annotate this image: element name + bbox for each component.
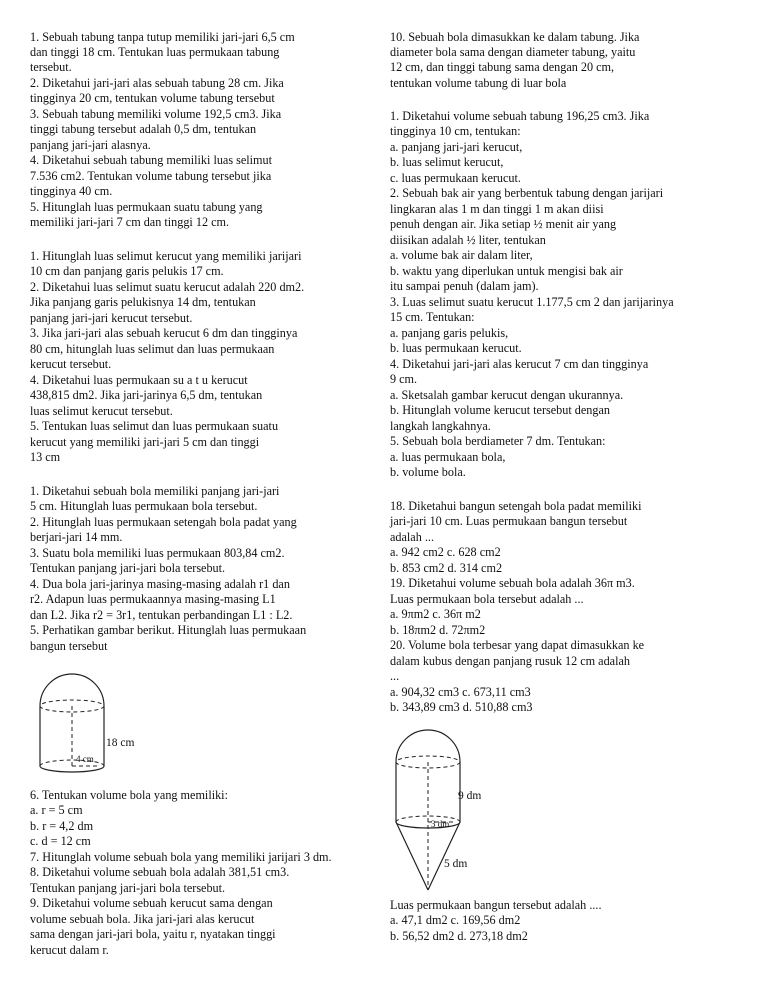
text-line: b. 56,52 dm2 d. 273,18 dm2 bbox=[390, 929, 528, 943]
text-line: tersebut. bbox=[30, 60, 72, 74]
text-line: kerucut yang memiliki jari-jari 5 cm dan tinggi bbox=[30, 435, 260, 449]
text-line: Jika panjang garis pelukisnya 14 dm, tentukan bbox=[30, 295, 256, 309]
text-line: panjang jari-jari kerucut tersebut. bbox=[30, 311, 193, 325]
radius-label: 4 cm bbox=[76, 754, 94, 764]
text-line: a. panjang jari-jari kerucut, bbox=[390, 140, 523, 154]
text-line: Luas permukaan bangun tersebut adalah .... bbox=[390, 898, 602, 912]
height-label: 18 cm bbox=[106, 737, 135, 749]
text-line: 5 cm. Hitunglah luas permukaan bola tersebut. bbox=[30, 499, 258, 513]
text-line: b. 18πm2 d. 72πm2 bbox=[390, 623, 486, 637]
text-line: a. r = 5 cm bbox=[30, 803, 83, 817]
text-line: panjang jari-jari alasnya. bbox=[30, 138, 151, 152]
text-line: 3. Suatu bola memiliki luas permukaan 803,84 cm2. bbox=[30, 546, 285, 560]
text-line: 4. Diketahui sebuah tabung memiliki luas selimut bbox=[30, 153, 273, 167]
text-line: 9 cm. bbox=[390, 372, 418, 386]
text-line: 7. Hitunglah volume sebuah bola yang memiliki jarijari 3 dm. bbox=[30, 850, 332, 864]
text-line: diameter bola sama dengan diameter tabung, yaitu bbox=[390, 45, 636, 59]
text-line: bangun tersebut bbox=[30, 639, 108, 653]
text-line: 3. Luas selimut suatu kerucut 1.177,5 cm 2 dan jarijarinya bbox=[390, 295, 674, 309]
text-line: b. r = 4,2 dm bbox=[30, 819, 94, 833]
radius-label: 3 dm bbox=[431, 819, 450, 829]
text-line: berjari-jari 14 mm. bbox=[30, 530, 123, 544]
text-line: a. 9πm2 c. 36π m2 bbox=[390, 607, 481, 621]
text-line: itu sampai penuh (dalam jam). bbox=[390, 279, 539, 293]
text-line: 1. Hitunglah luas selimut kerucut yang memiliki jarijari bbox=[30, 249, 302, 263]
text-line: 18. Diketahui bangun setengah bola padat memiliki bbox=[390, 499, 642, 513]
text-line: dan L2. Jika r2 = 3r1, tentukan perbandingan L1 : L2. bbox=[30, 608, 293, 622]
text-line: 10. Sebuah bola dimasukkan ke dalam tabung. Jika bbox=[390, 30, 640, 44]
text-line: 1. Diketahui sebuah bola memiliki panjang jari-jari bbox=[30, 484, 280, 498]
text-line: 8. Diketahui volume sebuah bola adalah 381,51 cm3. bbox=[30, 865, 290, 879]
text-line: a. panjang garis pelukis, bbox=[390, 326, 509, 340]
text-line: c. d = 12 cm bbox=[30, 834, 91, 848]
text-line: 15 cm. Tentukan: bbox=[390, 310, 475, 324]
cylinder-hemisphere-figure bbox=[30, 668, 170, 780]
text-line: b. waktu yang diperlukan untuk mengisi bak air bbox=[390, 264, 623, 278]
text-line: memiliki jari-jari 7 cm dan tinggi 12 cm. bbox=[30, 215, 230, 229]
text-line: 12 cm, dan tinggi tabung sama dengan 20 cm, bbox=[390, 60, 615, 74]
text-line: 13 cm bbox=[30, 450, 61, 464]
text-line: b. 853 cm2 d. 314 cm2 bbox=[390, 561, 503, 575]
text-line: a. 47,1 dm2 c. 169,56 dm2 bbox=[390, 913, 521, 927]
text-line: 9. Diketahui volume sebuah kerucut sama dengan bbox=[30, 896, 273, 910]
text-line: b. 343,89 cm3 d. 510,88 cm3 bbox=[390, 700, 533, 714]
text-line: 2. Hitunglah luas permukaan setengah bola padat yang bbox=[30, 515, 297, 529]
text-line: b. luas selimut kerucut, bbox=[390, 155, 504, 169]
text-line: Tentukan panjang jari-jari bola tersebut. bbox=[30, 561, 226, 575]
text-line: 7.536 cm2. Tentukan volume tabung tersebut jika bbox=[30, 169, 272, 183]
text-line: 2. Sebuah bak air yang berbentuk tabung dengan jarijari bbox=[390, 186, 664, 200]
text-line: 4. Diketahui jari-jari alas kerucut 7 cm dan tingginya bbox=[390, 357, 649, 371]
cone-height-label: 5 dm bbox=[444, 858, 468, 870]
text-line: a. 942 cm2 c. 628 cm2 bbox=[390, 545, 501, 559]
text-line: lingkaran alas 1 m dan tinggi 1 m akan diisi bbox=[390, 202, 604, 216]
text-line: sama dengan jari-jari bola, yaitu r, nyatakan tinggi bbox=[30, 927, 276, 941]
text-line: 5. Perhatikan gambar berikut. Hitunglah luas permukaan bbox=[30, 623, 307, 637]
text-line: 3. Sebuah tabung memiliki volume 192,5 cm3. Jika bbox=[30, 107, 282, 121]
text-line: a. Sketsalah gambar kerucut dengan ukurannya. bbox=[390, 388, 624, 402]
text-line: 4. Diketahui luas permukaan su a t u kerucut bbox=[30, 373, 248, 387]
text-line: dalam kubus dengan panjang rusuk 12 cm adalah bbox=[390, 654, 630, 668]
text-line: tingginya 20 cm, tentukan volume tabung tersebut bbox=[30, 91, 275, 105]
text-line: tentukan volume tabung di luar bola bbox=[390, 76, 567, 90]
text-line: 5. Tentukan luas selimut dan luas permukaan suatu bbox=[30, 419, 279, 433]
text-line: 2. Diketahui jari-jari alas sebuah tabung 28 cm. Jika bbox=[30, 76, 284, 90]
text-line: 20. Volume bola terbesar yang dapat dimasukkan ke bbox=[390, 638, 645, 652]
height-label: 9 dm bbox=[458, 790, 482, 802]
text-line: 80 cm, hitunglah luas selimut dan luas permukaan bbox=[30, 342, 275, 356]
text-line: r2. Adapun luas permukaannya masing-masing L1 bbox=[30, 592, 276, 606]
text-line: tingginya 40 cm. bbox=[30, 184, 113, 198]
text-line: adalah ... bbox=[390, 530, 434, 544]
text-line: 438,815 dm2. Jika jari-jarinya 6,5 dm, tentukan bbox=[30, 388, 263, 402]
text-line: 5. Sebuah bola berdiameter 7 dm. Tentukan: bbox=[390, 434, 606, 448]
text-line: b. luas permukaan kerucut. bbox=[390, 341, 522, 355]
text-line: 1. Diketahui volume sebuah tabung 196,25 cm3. Jika bbox=[390, 109, 650, 123]
text-line: 5. Hitunglah luas permukaan suatu tabung yang bbox=[30, 200, 263, 214]
text-line: kerucut tersebut. bbox=[30, 357, 112, 371]
text-line: dan tinggi 18 cm. Tentukan luas permukaan tabung bbox=[30, 45, 280, 59]
text-line: jari-jari 10 cm. Luas permukaan bangun tersebut bbox=[390, 514, 628, 528]
text-line: tinggi tabung tersebut adalah 0,5 dm, tentukan bbox=[30, 122, 257, 136]
text-line: b. Hitunglah volume kerucut tersebut dengan bbox=[390, 403, 610, 417]
text-line: diisikan adalah ½ liter, tentukan bbox=[390, 233, 546, 247]
text-line: 10 cm dan panjang garis pelukis 17 cm. bbox=[30, 264, 224, 278]
text-line: Tentukan panjang jari-jari bola tersebut. bbox=[30, 881, 226, 895]
text-line: 4. Dua bola jari-jarinya masing-masing adalah r1 dan bbox=[30, 577, 290, 591]
text-line: kerucut dalam r. bbox=[30, 943, 109, 957]
text-line: langkah langkahnya. bbox=[390, 419, 491, 433]
text-line: a. 904,32 cm3 c. 673,11 cm3 bbox=[390, 685, 531, 699]
text-line: c. luas permukaan kerucut. bbox=[390, 171, 521, 185]
text-line: b. volume bola. bbox=[390, 465, 466, 479]
text-line: a. volume bak air dalam liter, bbox=[390, 248, 533, 262]
text-line: 2. Diketahui luas selimut suatu kerucut adalah 220 dm2. bbox=[30, 280, 305, 294]
text-line: luas selimut kerucut tersebut. bbox=[30, 404, 173, 418]
text-line: a. luas permukaan bola, bbox=[390, 450, 506, 464]
text-line: 6. Tentukan volume bola yang memiliki: bbox=[30, 788, 228, 802]
text-line: 3. Jika jari-jari alas sebuah kerucut 6 dm dan tingginya bbox=[30, 326, 298, 340]
text-line: Luas permukaan bola tersebut adalah ... bbox=[390, 592, 584, 606]
text-line: volume sebuah bola. Jika jari-jari alas kerucut bbox=[30, 912, 255, 926]
text-line: ... bbox=[390, 669, 400, 683]
hemisphere-cylinder-cone-figure bbox=[390, 724, 520, 894]
text-line: tingginya 10 cm, tentukan: bbox=[390, 124, 521, 138]
text-line: 1. Sebuah tabung tanpa tutup memiliki jari-jari 6,5 cm bbox=[30, 30, 295, 44]
text-line: 19. Diketahui volume sebuah bola adalah 36π m3. bbox=[390, 576, 635, 590]
text-line: penuh dengan air. Jika setiap ½ menit air yang bbox=[390, 217, 617, 231]
